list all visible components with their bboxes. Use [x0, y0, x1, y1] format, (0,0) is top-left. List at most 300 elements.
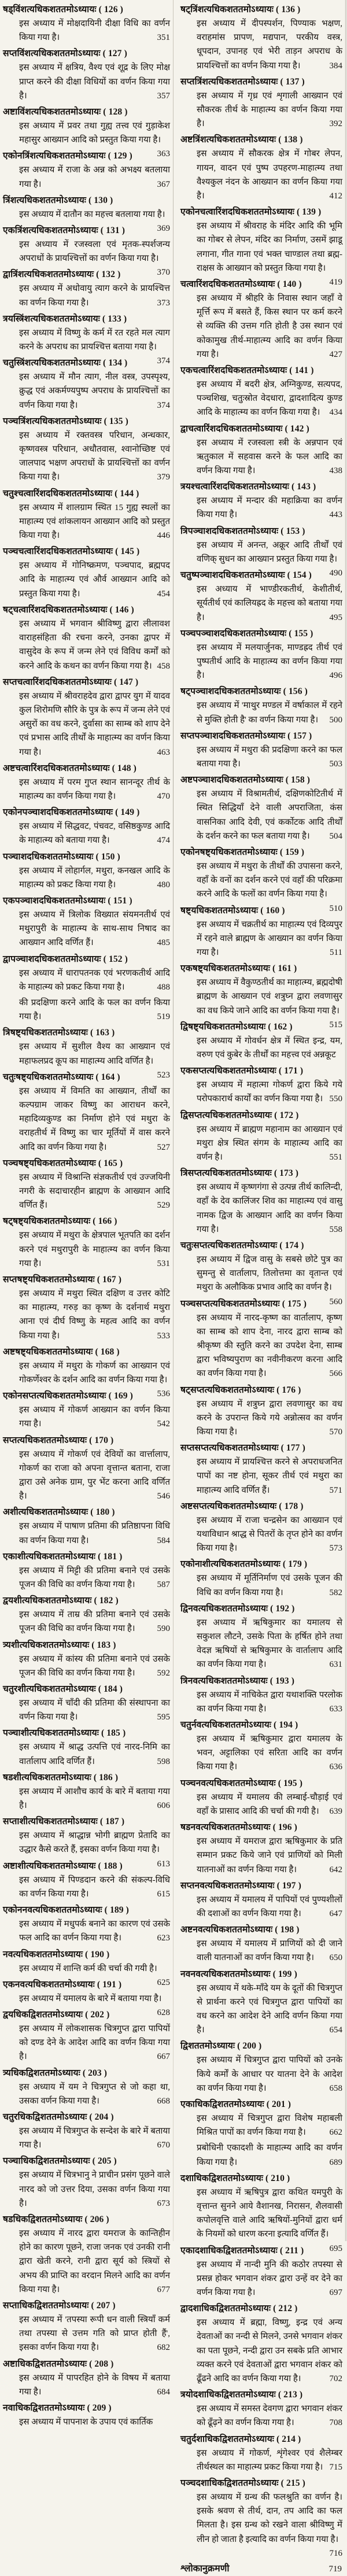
- description-text: इस अध्याय में वैकुण्ठतीर्थ का माहात्म्य, ब्रह्मदोषी ब्राह्मण के आख्यान एवं शत्रुघ्न द्वारा लवणासुर का वध किये जाने आदि का वर्णन किया गया है।: [197, 978, 342, 1016]
- chapter-heading: दशाधिकद्विशततमोऽध्यायः ( 210 ): [180, 2173, 290, 2183]
- chapter-description: [197, 1937, 342, 1965]
- description-text: इस अध्याय में विश्रान्ति संज्ञकतीर्थ एवं उज्जयिनी नगरी के सदाचारहीन ब्राह्मण के आख्यान आदि वर्णित हैं।: [19, 1172, 170, 1211]
- chapter-heading: एकषष्ट्यधिकशततमोऽध्यायः ( 161 ): [180, 964, 297, 974]
- chapter-heading: अष्टत्रिंशत्यधिकशततमोऽध्यायः ( 138 ): [180, 135, 303, 145]
- description-text: इस अध्याय में रक्तवस्त्र परिधान, अन्धकार, कृष्णवस्त्र परिधान, अधौतवास, श्वानोच्छिष्ट एवं जालपाद भक्षण अपराधों के प्रायश्चित्तों का वर्णन किया गया है।: [19, 430, 170, 482]
- toc-entry: [3, 2110, 170, 2152]
- page-number: 702: [329, 2374, 342, 2383]
- description-text: इस अध्याय में नान्दी मुनि की कठोर तपस्या से प्रसन्न होकर भगवान शंकर द्वारा उन्हें वर देने का वर्णन किया गया है।: [197, 2260, 342, 2297]
- page-number: 443: [329, 510, 342, 520]
- chapter-description: [197, 1123, 342, 1165]
- toc-entry: [3, 952, 170, 994]
- toc-entry: [180, 2097, 342, 2139]
- toc-entry: [3, 544, 170, 601]
- description-text: इस अध्याय में मूर्तिनिर्माण एवं उसके पूजन की विधि का वर्णन किया गया है।: [197, 1574, 342, 1597]
- page-number: 496: [329, 671, 342, 681]
- chapter-heading: नवाधिकद्विशततमोऽध्यायः ( 209 ): [3, 2402, 112, 2413]
- description-text: इस अध्याय में यमालय में प्राणियों को दी जाने वाली यातनाओं का वर्णन किया गया है।: [197, 1939, 342, 1963]
- toc-entry: [3, 1726, 170, 1768]
- toc-entry: [180, 1674, 342, 1716]
- chapter-heading: अष्टचत्वारिंशदधिकशततमोऽध्यायः ( 148 ): [3, 763, 136, 773]
- page-number: 628: [157, 2007, 170, 2017]
- chapter-description: [19, 1448, 170, 1504]
- chapter-description: [197, 1397, 342, 1440]
- chapter-heading: द्विषष्ट्यधिकशततमोऽध्यायः ( 162 ): [180, 1021, 293, 1032]
- page-number: 598: [157, 1756, 170, 1766]
- toc-entry: [3, 414, 170, 485]
- page-number: 677: [157, 2285, 170, 2294]
- toc-column-left: [3, 2, 170, 2576]
- toc-entry: [3, 2298, 170, 2355]
- chapter-description: [19, 559, 170, 601]
- chapter-heading: सप्तचत्वारिंशदधिकशततमोऽध्यायः ( 147 ): [3, 677, 139, 687]
- description-text: इस अध्याय में मथुरा स्थित दक्षिण व उत्तर कोटि का माहात्म्य, गरुड़ का कृष्ण के दर्शनार्थ मथुरा आना एवं दीर्घ विष्णु के महत्व आदि का वर्णन किया गया है।: [19, 1289, 170, 1341]
- page-number: 379: [157, 473, 170, 482]
- page-number: 369: [157, 224, 170, 234]
- description-text: इस अध्याय में क्षत्रिय, वैश्य एवं शूद्र के लिए मोक्ष प्राप्त करने की दीक्षा विधियों का वर्णन किया गया है।: [19, 63, 170, 101]
- chapter-description: [197, 1078, 342, 1106]
- description-text: इस अध्याय में ग्रन्थ की फलश्रुति का वर्णन है। इसके श्रवण से तीर्थ, दान, तप आदि का फल मिलता है। इस ग्रन्थ को रखने वाला श्रीविष्णु में लीन हो जाता है इत्यादि का वर्णन किया गया है।: [197, 2493, 342, 2544]
- chapter-heading: पञ्चत्रिंशत्यधिकशततमोऽध्यायः ( 135 ): [3, 416, 128, 426]
- chapter-heading: षट्पञ्चाशदधिकशततमोऽध्यायः ( 156 ): [180, 687, 308, 697]
- page-number: 485: [157, 938, 170, 948]
- chapter-heading: त्र्यधिकद्विशततमोऽध्यायः ( 203 ): [3, 2068, 108, 2078]
- description-text: इस अध्याय में अधोवायु त्याग करने के प्रायश्चित्त का वर्णन किया गया है।: [19, 284, 170, 308]
- toc-entry-continuation: [3, 996, 170, 1024]
- chapter-description: [19, 617, 170, 673]
- chapter-heading: त्रिषष्ट्यधिकशततमोऽध्यायः ( 163 ): [3, 1028, 115, 1038]
- chapter-heading: एकचत्वारिंशदधिकशततमोऽध्यायः ( 141 ): [180, 366, 314, 376]
- description-text: इस अध्याय में ऋषिपुत्र द्वारा कथित यमपुरी के वृत्तान्त सुनने आये वैशानख, निरासन, शैलवासी कपोलवृत्ति वाले आदि ऋषियों-मुनियों द्वारा धर्म के नियमों को धारण करना इत्यादि वर्णित हैं।: [197, 2187, 342, 2239]
- page-number: 454: [157, 589, 170, 599]
- chapter-description: [197, 2316, 342, 2386]
- chapter-description: [19, 1608, 170, 1636]
- page-number: 392: [329, 119, 342, 129]
- toc-entry: [3, 1214, 170, 1271]
- page-number: 446: [157, 531, 170, 541]
- chapter-description: [197, 1455, 342, 1497]
- chapter-description: [19, 2168, 170, 2210]
- chapter-heading: एकोनषष्ट्यधिकशततमोऽध्यायः ( 159 ): [180, 847, 305, 857]
- chapter-heading: पञ्चाशदधिकशततमोऽध्यायः ( 150 ): [3, 851, 120, 862]
- page-number: 511: [330, 947, 342, 957]
- page-number: 510: [329, 903, 342, 913]
- chapter-description: [197, 2258, 342, 2300]
- index-row: [180, 2562, 342, 2574]
- description-text: इस अध्याय में लोहार्गल, मथुरा, कनखल आदि के माहात्म्य को प्रकट किया गया है।: [19, 866, 170, 890]
- page-number: 662: [329, 2128, 342, 2138]
- chapter-heading: त्रयश्चत्वारिंशदधिकशततमोऽध्यायः ( 143 ): [180, 482, 316, 492]
- chapter-heading: अष्टसप्तत्यधिकशततमोऽध्यायः ( 178 ): [180, 1501, 304, 1511]
- page-number: 529: [157, 1201, 170, 1211]
- description-text: इस अध्याय में बदरी क्षेत्र, अग्निकुण्ड, सत्यपद, पञ्चशिख, चतुःस्रोत वेदधारा, द्वादशादित्य कुण्ड आदि के माहात्म्य का वर्णन किया गया है।: [197, 380, 342, 418]
- chapter-heading: द्विनवत्यधिकशततमोऽध्यायः ( 192 ): [180, 1603, 295, 1614]
- page-number: 374: [157, 400, 170, 410]
- chapter-description: [19, 1873, 170, 1901]
- chapter-heading: षट्त्रिंशत्यधिकशततमोऽध्यायः ( 136 ): [180, 5, 301, 14]
- chapter-description: [197, 2141, 342, 2169]
- toc-entry: [3, 2212, 170, 2297]
- chapter-description: [19, 689, 170, 759]
- chapter-heading: एकत्रिंशत्यधिकशततमोऽध्यायः ( 131 ): [3, 226, 125, 236]
- scan-edge-shadow: [345, 0, 346, 2241]
- description-text: इस अध्याय में यमालय में पापियों एवं पुण्यशीलों की दशाओं का वर्णन किया गया है।: [197, 1895, 342, 1918]
- page-number: 527: [157, 1142, 170, 1152]
- description-text: इस अध्याय में प्रायश्चित्त करने से अपराधजनित पापों का नष्ट होना, सूकर तीर्थ एवं मथुरा का माहात्म्य आदि वर्णित हैं।: [197, 1457, 342, 1495]
- toc-entry: [180, 363, 342, 420]
- chapter-heading: द्विशततमोऽध्यायः ( 200 ): [180, 2041, 262, 2051]
- chapter-heading: चतुःसप्तत्यधिकशततमोऽध्यायः ( 174 ): [180, 1241, 304, 1250]
- chapter-description: [197, 147, 342, 203]
- description-text: इस अध्याय में गोवर्धन क्षेत्र में स्थित इन्द्र, यम, वरुण एवं कुबेर के तीर्थों का महत्त्व एवं अन्नकूट: [197, 1036, 342, 1060]
- chapter-heading: एकोनपञ्चाशदधिकशततमोऽध्यायः ( 149 ): [3, 807, 140, 818]
- chapter-description: [197, 1034, 342, 1062]
- chapter-description: [19, 429, 170, 485]
- toc-entry: [180, 75, 342, 131]
- description-text: इस अध्याय में सौकरक क्षेत्र में गोबर लेपन, गायन, वादन एवं पुष्प उपहरण-माहात्म्य तथा वैश्यकुल नंदन के आख्यान का वर्णन किया गया है।: [197, 149, 342, 201]
- description-text: इस अध्याय में गोनिष्क्रमण, पञ्चपाद, ब्रह्मपद आदि के माहात्म्य एवं और्व आख्यान आदि को प्रस्तुत किया गया है।: [19, 561, 170, 599]
- toc-entry: [180, 1776, 342, 1818]
- chapter-description: [197, 1616, 342, 1672]
- description-text: इस अध्याय में श्राद्धान्न भोगी ब्राह्मण प्रेतादि का उद्धार कैसे करते हैं, इसका वर्णन किया गया है।: [19, 1831, 170, 1855]
- description-text: इस अध्याय में मन्दार की महाक्रिया का वर्णन किया गया है।: [197, 496, 342, 520]
- chapter-description: [19, 820, 170, 847]
- chapter-heading: सप्तषष्ट्यधिकशततमोऽध्यायः ( 167 ): [3, 1275, 122, 1285]
- description-text: इस अध्याय में महात्मा गोकर्ण द्वारा किये गये परोपकारार्थ कार्यों का वर्णन किया गया है।: [197, 1080, 342, 1104]
- description-text: इस अध्याय में द्विज वासु के सबसे छोटे पुत्र का सुमन्तु से वार्तालाप, तिलोत्तमा का वृतान्त एवं मथुरा के अलौकिक प्रभाव आदि का वर्णन है।: [197, 1255, 342, 1293]
- description-text: इस अध्याय में नारद-कृष्ण का वार्तालाप, कृष्ण का साम्ब को शाप देना, नारद द्वारा साम्ब को श्रीकृष्ण की स्तुति करने का उपदेश देना, साम्ब द्वारा भविष्यपुराण का नवीनीकरण करना आदि का वर्णन किया गया है।: [197, 1313, 342, 1379]
- toc-entry: [3, 1859, 170, 1901]
- chapter-heading: षडधिकद्विशततमोऽध्यायः ( 206 ): [3, 2214, 109, 2224]
- chapter-heading: अष्टाशीत्यधिकशततमोऽध्यायः ( 188 ): [3, 1861, 123, 1871]
- page-number: 697: [329, 2287, 342, 2297]
- toc-column-right: [180, 2, 342, 2576]
- chapter-description: [19, 1785, 170, 1813]
- toc-entry: [180, 2, 342, 73]
- description-text: इस अध्याय में त्रिलोक विख्यात संयमनतीर्थ एवं मथुरापुरी के माहात्म्य के साथ-साथ निषाद का आख्यान आदि वर्णित हैं।: [19, 910, 170, 948]
- chapter-heading: त्रिनवत्यधिकशततमोऽध्यायः ( 193 ): [180, 1675, 295, 1686]
- toc-entry: [3, 1505, 170, 1547]
- page-number: 642: [329, 1865, 342, 1874]
- chapter-description: [19, 966, 170, 994]
- toc-entry: [3, 267, 170, 309]
- chapter-description: [197, 787, 342, 843]
- chapter-description: [19, 1287, 170, 1343]
- toc-entry: [180, 729, 342, 771]
- toc-entry: [180, 903, 342, 960]
- description-text: इस अध्याय में भाण्डीरकतीर्थ, केशीतीर्थ, सूर्यतीर्थ एवं कालियह्रद के महत्त्व को बताया गया है।: [197, 585, 342, 622]
- page-number: 515: [329, 1020, 342, 1029]
- chapter-description: [19, 17, 170, 45]
- chapter-description: [197, 89, 342, 131]
- page-number: 650: [329, 1953, 342, 1963]
- chapter-description: [19, 501, 170, 543]
- chapter-heading: द्वयशीत्यधिकशततमोऽध्यायः ( 182 ): [3, 1596, 119, 1606]
- chapter-description: [197, 582, 342, 625]
- chapter-description: [197, 2490, 342, 2558]
- chapter-description: [19, 163, 170, 191]
- description-text: इस अध्याय में ताम्र की प्रतिमा बनाने एवं उसके पूजन की विधि का वर्णन किया गया है।: [19, 1610, 170, 1634]
- description-text: इस अध्याय में यमराज द्वारा ऋषिकुमार के प्रति सम्मान प्रकट किये जाने एवं प्राणियों को मिली यातनाओं का वर्णन किया गया है।: [197, 1837, 342, 1874]
- toc-entry: [3, 1389, 170, 1431]
- page-number: 551: [329, 1152, 342, 1162]
- page-number: 363: [157, 149, 170, 159]
- description-text: इस अध्याय में रजस्वला एवं मृतक-स्पर्शजन्य अपराधों के प्रायश्चित्तों का वर्णन किया गया है।: [19, 240, 170, 264]
- chapter-heading: चतुष्पञ्चाशदधिकशततमोऽध्यायः ( 154 ): [180, 570, 312, 581]
- page-number: 573: [329, 1544, 342, 1553]
- toc-entry: [180, 568, 342, 625]
- description-text: इस अध्याय में दातौन का महत्त्व बतलाया गया है।: [19, 209, 165, 219]
- page-number: 715: [329, 2462, 342, 2472]
- description-text: इस अध्याय में ब्राह्मण महानाम का आख्यान एवं मथुरा क्षेत्र स्थित संगम के माहात्म्य आदि का वर्णन है।: [197, 1124, 342, 1162]
- chapter-heading: पञ्चपञ्चाशदधिकशततमोऽध्यायः ( 155 ): [180, 628, 313, 639]
- toc-entry: [180, 2301, 342, 2386]
- description-text: इस अध्याय में मथुरा के तीर्थों की उपासना करने, वहाँ के वनों का दर्शन करने एवं वहाँ की परिक्रमा करने आदि के फलों का वर्णन किया गया है।: [197, 861, 342, 899]
- page-number: 667: [157, 2052, 170, 2062]
- description-text: इस अध्याय में गोकर्ण आख्यान का वर्णन किया गया है।: [19, 1405, 170, 1429]
- page-number: 625: [157, 1977, 170, 1987]
- description-text: इस अध्याय में भगवान श्रीविष्णु द्वारा लीलावश वाराहसंहिता की रचना करने, उनका द्वापर में वासुदेव के रूप में जन्म लेने एवं विविध कर्मों को करने आदि के कथन का वर्णन किया गया है।: [19, 619, 170, 671]
- description-text: इस अध्याय में मधुपर्क बनाने का कारण एवं उसके फल आदि का वर्णन किया गया है।: [19, 1920, 170, 1943]
- page-number: 689: [329, 2157, 342, 2167]
- chapter-heading: अष्टषष्ट्यधिकशततमोऽध्यायः ( 168 ): [3, 1346, 120, 1357]
- page-number: 550: [329, 1094, 342, 1104]
- page-number: 682: [157, 2343, 170, 2353]
- chapter-description: [197, 2053, 342, 2095]
- page-number: 590: [157, 1624, 170, 1634]
- column-gutter-line: [173, 0, 174, 2241]
- chapter-description: [19, 2313, 170, 2355]
- page-number: 419: [329, 278, 342, 287]
- toc-entry: [180, 1108, 342, 1165]
- description-text: इस अध्याय में यम ने चित्रगुप्त से जो कहा था, उसका वर्णन किया गया है।: [19, 2082, 170, 2106]
- toc-entry: [180, 1967, 342, 2038]
- page-number: 434: [329, 408, 342, 418]
- chapter-description: [19, 1652, 170, 1680]
- description-text: इस अध्याय में मथुरा की प्रदक्षिणा करने का फल बताया गया है।: [197, 745, 342, 769]
- description-text: इस अध्याय में चित्रभानु ने प्राचीन प्रसंग पूछने वाले नारद को जो उत्तर दिया, उसका वर्णन किया गया है।: [19, 2171, 170, 2208]
- toc-entry-continuation: [180, 2141, 342, 2169]
- chapter-description: [19, 1084, 170, 1154]
- chapter-heading: अशीत्यधिकशततमोऽध्यायः ( 180 ): [3, 1507, 115, 1518]
- toc-entry: [3, 1549, 170, 1592]
- toc-entry: [3, 2154, 170, 2210]
- page-number: 631: [329, 1660, 342, 1670]
- description-text: इस अध्याय में मिट्टी की प्रतिमा बनाने एवं उसके पूजन की विधि का वर्णन किया गया है।: [19, 1566, 170, 1590]
- description-text: इस अध्याय में शत्रुघ्न द्वारा लवणासुर का वध करने के उपरान्त किये गये अन्नोत्सव का वर्णन किया गया है।: [197, 1399, 342, 1437]
- chapter-heading: चतुर्नवत्यधिकशततमोऽध्यायः ( 194 ): [180, 1720, 298, 1730]
- index-label: श्लोकानुक्रमणी: [180, 2563, 230, 2574]
- page-number: 566: [329, 1369, 342, 1379]
- chapter-description: [197, 494, 342, 522]
- page-number: 719: [328, 2564, 342, 2574]
- page-number: 654: [329, 2025, 342, 2035]
- toc-entry: [3, 356, 170, 412]
- page-number: 500: [329, 715, 342, 725]
- page-number: 351: [157, 33, 170, 43]
- chapter-description: [19, 2022, 170, 2064]
- page-number: 480: [157, 880, 170, 890]
- toc-entry: [3, 486, 170, 543]
- toc-entry: [3, 1156, 170, 1213]
- chapter-heading: एकादशाधिकद्विशततमोऽध्यायः ( 211 ): [180, 2245, 304, 2256]
- description-text: इस अध्याय में नाचिकेत द्वारा यथाशक्ति परलोक का वर्णन किया गया है।: [197, 1690, 342, 1714]
- chapter-heading: सप्तसप्तत्यधिकशततमोऽध्यायः ( 177 ): [180, 1443, 305, 1453]
- chapter-heading: सप्तपञ्चाशदधिकशततमोऽध्यायः ( 157 ): [180, 730, 312, 741]
- chapter-description: [19, 1917, 170, 1945]
- description-text: इस अध्याय में चित्रगुप्त द्वारा विशेष महाबली मिश्रित पापों का वर्णन किया गया है।: [197, 2113, 342, 2138]
- index-entry: [180, 2562, 342, 2574]
- description-text: इस अध्याय में यमालय के बारे में बताया गया है।: [19, 1994, 162, 2003]
- chapter-heading: षड्विंशत्यधिकशततमोऽध्यायः ( 126 ): [3, 5, 123, 14]
- toc-entry: [180, 773, 342, 843]
- toc-entry: [180, 1499, 342, 1556]
- description-text: इस अध्याय में थके-माँदे यम के दूतों की चित्रगुप्त से प्रार्थना करने एवं चित्रगुप्त द्वारा पापियों का वध करने का आदेश देने आदि वर्णन किया गया है।: [197, 1983, 342, 2035]
- toc-entry: [180, 1064, 342, 1106]
- page-number: 438: [329, 466, 342, 476]
- chapter-heading: त्रयोदशाधिकद्विशततमोऽध्यायः ( 213 ): [180, 2390, 303, 2400]
- page-number: 357: [157, 91, 170, 101]
- chapter-heading: द्वाचत्वारिंशदधिकशततमोऽध्यायः ( 142 ): [180, 423, 309, 434]
- chapter-heading: त्रिंशत्यधिकशततमोऽध्यायः ( 130 ): [3, 195, 113, 205]
- page-number: 716: [329, 2548, 342, 2558]
- description-text: इस अध्याय में कांस्य की प्रतिमा बनाने एवं उसके पूजन की विधि का वर्णन किया गया है।: [19, 1654, 170, 1678]
- description-text: इस अध्याय में यमालय की लम्बाई-चौड़ाई एवं वहाँ के प्रासाद आदि की चर्चा की गयी है।: [197, 1792, 342, 1816]
- chapter-description: [197, 743, 342, 771]
- chapter-description: [19, 2227, 170, 2297]
- chapter-description: [197, 1514, 342, 1556]
- chapter-heading: एकनवत्यधिकशततमोऽध्यायः ( 191 ): [3, 1979, 122, 1990]
- page-number: 463: [157, 747, 170, 757]
- page-number: 623: [157, 1933, 170, 1943]
- chapter-description: [19, 996, 170, 1024]
- chapter-description: [19, 908, 170, 950]
- page-number: 370: [157, 268, 170, 278]
- chapter-heading: सप्तविंशत्यधिकशततमोऽध्यायः ( 127 ): [3, 49, 127, 59]
- page-number: 536: [157, 1389, 170, 1399]
- chapter-heading: द्वादशाधिकद्विशततमोऽध्यायः ( 212 ): [180, 2304, 298, 2314]
- chapter-heading: एकपञ्चाशदधिकशततमोऽध्यायः ( 151 ): [3, 895, 132, 906]
- page-number: 374: [157, 356, 170, 366]
- page-number: 595: [157, 1713, 170, 1722]
- toc-entry: [180, 626, 342, 683]
- description-text: इस अध्याय में गोकर्ण, शृंगेश्वर एवं शैलेम्बर तीर्थस्थल का माहात्म्य प्रकट किया गया है।: [197, 2448, 342, 2472]
- description-text: इस अध्याय में विमति का आख्यान, तीर्थों का कल्पग्राम जाकर विष्णु का आराधन करने, महादिव्यकुण्ड का निर्माण होने एवं मथुरा के वराहतीर्थ में विष्णु का चार मूर्तियों में वास करने आदि का वर्णन किया गया है।: [19, 1086, 170, 1152]
- chapter-heading: एकाशीत्यधिकशततमोऽध्यायः ( 181 ): [3, 1551, 123, 1562]
- chapter-heading: षट्सप्तत्यधिकशततमोऽध्यायः ( 176 ): [180, 1385, 301, 1395]
- page-number: 695: [329, 2243, 342, 2253]
- description-text: इस अध्याय में मथुरा के क्षेत्रपाल भूतपति का दर्शन करने एवं मथुरापुरी के माहात्म्य का वर्णन किया गया है।: [19, 1231, 170, 1268]
- chapter-heading: पञ्चचत्वारिंशदधिकशततमोऽध्यायः ( 145 ): [3, 547, 140, 557]
- page-number: 582: [329, 1588, 342, 1597]
- description-text: इस अध्याय में चाँदी की प्रतिमा की संस्थापना का वर्णन किया गया है।: [19, 1699, 170, 1722]
- page-number: 546: [157, 1492, 170, 1501]
- toc-entry: [180, 684, 342, 726]
- toc-entry: [3, 1682, 170, 1724]
- page-number: 533: [157, 1331, 170, 1341]
- chapter-heading: सप्ताधिकद्विशततमोऽध्यायः ( 207 ): [3, 2300, 116, 2311]
- description-text: इस अध्याय में धारापतनक एवं भरणकतीर्थ आदि के माहात्म्य को प्रकट किया गया है।: [19, 968, 170, 992]
- chapter-heading: त्रिसप्तत्यधिकशततमोऽध्यायः ( 173 ): [180, 1168, 299, 1179]
- chapter-heading: षष्ट्यधिकशततमोऽध्यायः ( 160 ): [180, 905, 285, 916]
- chapter-description: [19, 2415, 170, 2429]
- chapter-description: [197, 2446, 342, 2474]
- chapter-heading: सप्तत्यधिकशततमोऽध्यायः ( 170 ): [3, 1435, 114, 1445]
- page-number: 673: [157, 2198, 170, 2208]
- chapter-heading: चतुस्त्रिंशत्यधिकशततमोऽध्यायः ( 134 ): [3, 358, 128, 368]
- chapter-description: [19, 2124, 170, 2152]
- description-text: इस अध्याय में नारद द्वारा यमराज के कान्तिहीन होने का कारण पूछने, राजा जनक एवं उनकी रानी द्वारा खेती करने, रानी द्वारा सूर्य को स्त्रियों से अभय की प्राप्ति का वरदान मिलने आदि का वर्णन किया गया है।: [19, 2228, 170, 2294]
- page-number: 571: [329, 1485, 342, 1495]
- description-text: इस अध्याय में कृष्णगंगा से उत्पन्न तीर्थ कालिन्दी, वहाँ के देव कालिंजर शिव का माहात्म्य एवं वासु नामक द्विज के आख्यान आदि का वर्णन किया गया है।: [197, 1183, 342, 1234]
- page-number: 474: [157, 836, 170, 846]
- chapter-heading: नवनवत्यधिकशततमोऽध्यायः ( 199 ): [180, 1969, 297, 1979]
- toc-entry: [180, 2243, 342, 2300]
- chapter-heading: चत्वारिंशदधिकशततमोऽध्यायः ( 140 ): [180, 279, 302, 290]
- description-text: इस अध्याय में ऋषिकुमार द्वारा यमालय के भवन, अट्टालिका एवं सरिता आदि का वर्णन किया गया है।: [197, 1734, 342, 1772]
- toc-entry: [180, 2387, 342, 2430]
- chapter-description: [197, 436, 342, 478]
- toc-entry: [3, 2357, 170, 2399]
- toc-entry: [180, 1441, 342, 1497]
- chapter-heading: चतुरशीत्यधिकशततमोऽध्यायः ( 184 ): [3, 1684, 123, 1695]
- chapter-heading: एकोनचत्वारिंशदधिकशततमोऽध्यायः ( 139 ): [180, 207, 322, 217]
- description-text: इस अध्याय में गृध्र एवं शृगाली आख्यान एवं सौकरक तीर्थ के माहात्म्य का वर्णन किया गया है।: [197, 91, 342, 129]
- description-text: इस अध्याय में शालग्राम स्थित 15 गुह्य स्थलों का माहात्म्य एवं शांकलायन आख्यान आदि को प्रस्तुत किया गया है।: [19, 503, 170, 541]
- chapter-heading: पञ्चदशाधिकद्विशततमोऽध्यायः ( 215 ): [180, 2478, 305, 2488]
- chapter-heading: अष्टाधिकद्विशततमोऽध्यायः ( 208 ): [3, 2359, 114, 2369]
- chapter-description: [197, 641, 342, 683]
- page-number: 542: [157, 1419, 170, 1429]
- chapter-heading: द्वयधिकद्विशततमोऽध्यायः ( 202 ): [3, 2009, 110, 2020]
- chapter-description: [19, 370, 170, 412]
- chapter-heading: द्वापञ्चाशदधिकशततमोऽध्यायः ( 152 ): [3, 954, 128, 964]
- chapter-heading: त्रयस्त्रिंशत्यधिकशततमोऽध्यायः ( 133 ): [3, 313, 127, 324]
- page-number: 615: [157, 1889, 170, 1899]
- description-text: इस अध्याय में शान्ति कर्म की चर्चा की गयी है।: [19, 1964, 157, 1973]
- description-text: इस अध्याय में आशौच कार्य के बारे में बताया गया है।: [19, 1787, 170, 1811]
- chapter-heading: एकोनत्रिंशत्यधिकशततमोऽध्यायः ( 129 ): [3, 151, 132, 161]
- description-text: इस अध्याय में दीपस्पर्शन, पिण्याक भक्षण, वराहमांस प्रापण, मद्यपान, परकीय वस्त्र, धूपदान, उपानह एवं भेरी ताड़न अपराध के प्रायश्चित्तों का वर्णन किया गया है।: [197, 19, 342, 71]
- chapter-heading: चतुरधिकद्विशततमोऽध्यायः ( 204 ): [3, 2112, 114, 2122]
- chapter-heading: पञ्चसप्तत्यधिकशततमोऽध्यायः ( 175 ): [180, 1298, 307, 1309]
- chapter-heading: षडशीत्यधिकशततमोऽध्यायः ( 186 ): [3, 1772, 119, 1782]
- page-number: 427: [329, 349, 342, 359]
- chapter-heading: चतुश्चत्वारिंशदधिकशततमोऽध्यायः ( 144 ): [3, 488, 139, 499]
- page-number: 684: [157, 2387, 170, 2397]
- chapter-heading: चतुर्दशाधिकद्विशततमोऽध्यायः ( 214 ): [180, 2434, 301, 2444]
- description-text: इस अध्याय में 'तपस्या रूपी धन वाली स्त्रियाँ कर्म तथा तपस्या से उत्तम गति को प्राप्त होती हैं', इसका वर्णन किया गया है।: [19, 2315, 170, 2353]
- description-text: इस अध्याय में सिद्धवट, पंचवट, वसिष्ठकुण्ड आदि के माहात्म्य को बताया गया है।: [19, 822, 170, 846]
- page-number: 647: [329, 1909, 342, 1918]
- page-number: 531: [157, 1259, 170, 1268]
- toc-entry: [3, 2401, 170, 2429]
- chapter-description: [197, 1571, 342, 1599]
- chapter-description: [197, 1981, 342, 2038]
- chapter-heading: पञ्चाधिकद्विशततमोऽध्यायः ( 205 ): [3, 2156, 117, 2167]
- page-number: 613: [157, 1859, 170, 1869]
- toc-entry: [3, 603, 170, 673]
- chapter-description: [197, 378, 342, 420]
- toc-entry: [180, 132, 342, 203]
- toc-entry: [180, 1166, 342, 1237]
- toc-entry: [3, 149, 170, 191]
- page-number: 584: [157, 1536, 170, 1545]
- description-text: इस अध्याय में श्रीवराह के मंदिर आदि की भूमि का गोबर से लेपन, मंदिर का निर्माण, उसमें झाडू लगाना, गीत गाना एवं भक्त चाण्डाल तथा ब्रह्म-राक्षस के आख्यान को प्रस्तुत किया गया है।: [197, 222, 342, 273]
- chapter-heading: त्रिपञ्चाशदधिकशततमोऽध्यायः ( 153 ): [180, 526, 305, 536]
- toc-entry: [3, 2066, 170, 2108]
- chapter-description: [197, 17, 342, 73]
